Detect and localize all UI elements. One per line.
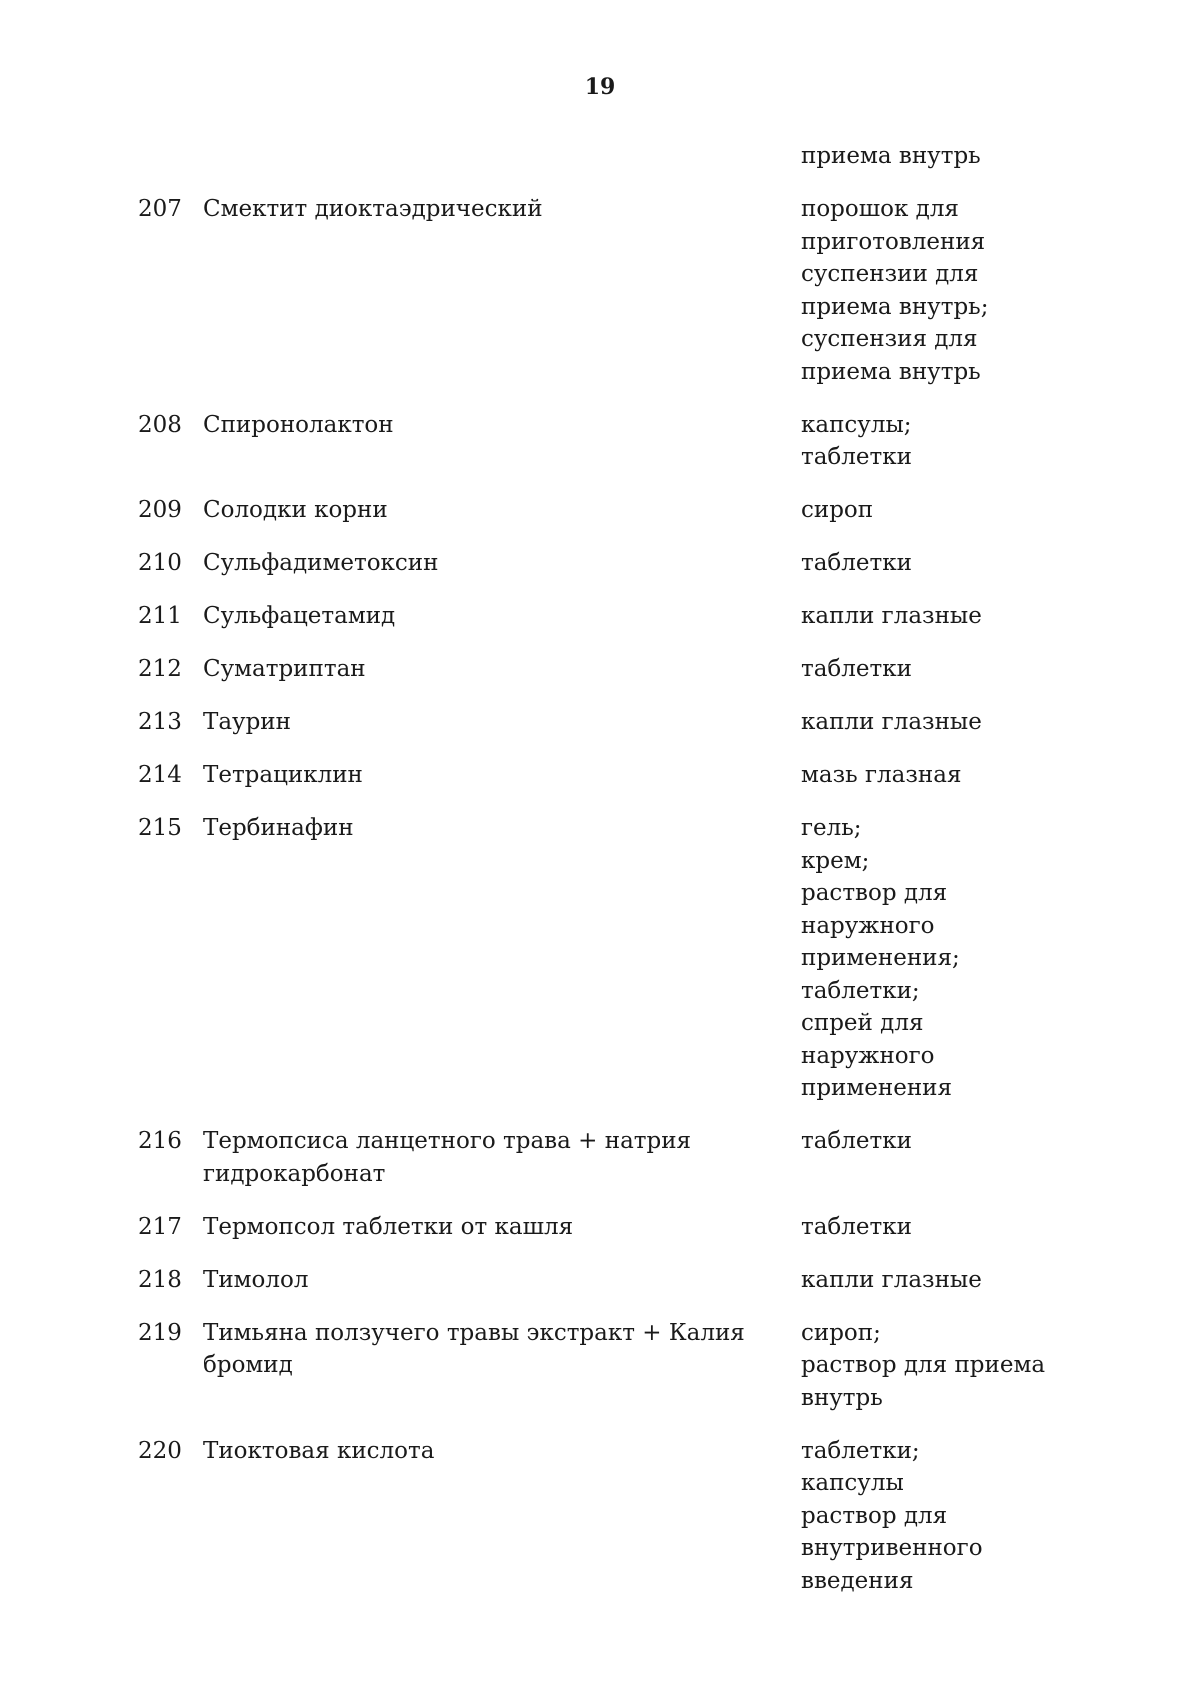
row-number: 207: [138, 196, 182, 222]
dosage-form-line: таблетки: [801, 1213, 912, 1240]
dosage-form-line: суспензия для: [801, 326, 978, 352]
dosage-forms: [801, 1264, 1181, 1297]
drug-name-line: Сульфацетамид: [203, 603, 396, 629]
drug-name: [203, 759, 763, 792]
drug-name-line: Тимолол: [203, 1266, 309, 1293]
dosage-form-line: таблетки;: [801, 1437, 920, 1464]
drug-name-line: Термопсиса ланцетного трава + натрия: [203, 1128, 692, 1154]
table-row: [0, 706, 1200, 739]
dosage-forms: [801, 812, 1181, 1105]
drug-name: [203, 1211, 763, 1244]
drug-name-line: Тимьяна ползучего травы экстракт + Калия: [203, 1319, 745, 1346]
table-row: [0, 409, 1200, 474]
table-row: [0, 547, 1200, 580]
table-row: [0, 494, 1200, 527]
dosage-form-line: таблетки: [801, 656, 912, 682]
dosage-form-line: порошок для: [801, 196, 959, 222]
row-number: 220: [138, 1437, 182, 1464]
dosage-forms: [801, 1435, 1181, 1598]
dosage-forms: [801, 759, 1181, 792]
drug-name: [203, 1264, 763, 1297]
drug-name: [203, 812, 763, 1105]
drug-name-line: Спиронолактон: [203, 411, 394, 438]
dosage-forms: [801, 1125, 1181, 1158]
drug-name: [203, 1125, 763, 1190]
row-number: 218: [138, 1266, 182, 1293]
dosage-form-line: гель;: [801, 815, 862, 841]
drug-name-line: Тиоктовая кислота: [203, 1437, 435, 1464]
row-number: 212: [138, 656, 182, 682]
dosage-form-line: капсулы: [801, 1470, 904, 1496]
table-row: [0, 653, 1200, 686]
row-number: 217: [138, 1213, 182, 1240]
dosage-form-line: применения: [801, 1075, 952, 1101]
dosage-form-line: суспензии для: [801, 261, 979, 287]
drug-name-line: Сульфадиметоксин: [203, 550, 439, 576]
continued-dosage-form: приема внутрь: [801, 143, 981, 169]
dosage-forms: [801, 706, 1181, 739]
dosage-forms: [801, 193, 1181, 388]
drug-name-line: Таурин: [203, 709, 291, 735]
drug-name-line: бромид: [203, 1352, 293, 1378]
drug-name-line: Суматриптан: [203, 656, 366, 682]
drug-name-line: Смектит диоктаэдрический: [203, 196, 543, 222]
dosage-forms: [801, 653, 1181, 686]
drug-name: [203, 409, 763, 474]
dosage-form-line: крем;: [801, 847, 870, 874]
dosage-forms: [801, 409, 1181, 474]
drug-name: [203, 494, 763, 527]
dosage-form-line: сироп;: [801, 1319, 881, 1346]
dosage-form-line: таблетки: [801, 444, 912, 470]
row-number: 215: [138, 815, 182, 841]
dosage-forms: [801, 1211, 1181, 1244]
table-row: [0, 1264, 1200, 1297]
table-row: [0, 600, 1200, 633]
dosage-form-line: капли глазные: [801, 603, 982, 629]
dosage-form-line: внутрь: [801, 1384, 883, 1411]
dosage-form-line: таблетки: [801, 1128, 912, 1154]
dosage-form-line: капли глазные: [801, 1266, 982, 1293]
table-row: [0, 193, 1200, 388]
dosage-form-line: наружного: [801, 1042, 935, 1069]
dosage-form-line: раствор для: [801, 1502, 948, 1529]
dosage-form-line: сироп: [801, 497, 874, 523]
drug-name-line: Тетрациклин: [203, 762, 363, 788]
dosage-form-line: таблетки;: [801, 977, 920, 1004]
dosage-forms: [801, 600, 1181, 633]
drug-name: [203, 706, 763, 739]
dosage-form-line: раствор для: [801, 880, 948, 906]
row-number: 219: [138, 1319, 182, 1346]
dosage-form-line: наружного: [801, 912, 935, 939]
row-number: 209: [138, 497, 182, 523]
drug-name-line: Тербинафин: [203, 815, 354, 841]
table-row: [0, 812, 1200, 1105]
row-number: 216: [138, 1128, 182, 1154]
table-row: [0, 1211, 1200, 1244]
dosage-forms: [801, 494, 1181, 527]
dosage-form-line: введения: [801, 1567, 914, 1594]
dosage-form-line: применения;: [801, 945, 960, 971]
dosage-form-line: раствор для приема: [801, 1352, 1046, 1378]
dosage-form-line: спрей для: [801, 1010, 924, 1036]
table-row: [0, 1317, 1200, 1415]
drug-name: [203, 547, 763, 580]
dosage-form-line: приема внутрь: [801, 358, 981, 385]
drug-name-line: Солодки корни: [203, 497, 388, 523]
drug-list-table: [0, 193, 1200, 1618]
drug-name-line: Термопсол таблетки от кашля: [203, 1213, 574, 1240]
dosage-form-line: приготовления: [801, 228, 986, 255]
row-number: 210: [138, 550, 182, 576]
drug-name: [203, 653, 763, 686]
drug-name: [203, 600, 763, 633]
table-row: [0, 1435, 1200, 1598]
dosage-forms: [801, 1317, 1181, 1415]
page-number: 19: [584, 74, 616, 100]
dosage-form-line: мазь глазная: [801, 762, 962, 788]
drug-name-line: гидрокарбонат: [203, 1160, 386, 1187]
row-number: 213: [138, 709, 182, 735]
drug-name: [203, 1435, 763, 1598]
table-row: [0, 759, 1200, 792]
dosage-form-line: таблетки: [801, 550, 912, 576]
dosage-form-line: капсулы;: [801, 411, 912, 438]
drug-name: [203, 1317, 763, 1415]
table-row: [0, 1125, 1200, 1190]
dosage-form-line: приема внутрь;: [801, 293, 989, 320]
row-number: 211: [138, 603, 182, 629]
row-number: 208: [138, 411, 182, 438]
dosage-form-line: внутривенного: [801, 1535, 983, 1561]
row-number: 214: [138, 762, 182, 788]
dosage-form-line: капли глазные: [801, 709, 982, 735]
dosage-forms: [801, 547, 1181, 580]
drug-name: [203, 193, 763, 388]
